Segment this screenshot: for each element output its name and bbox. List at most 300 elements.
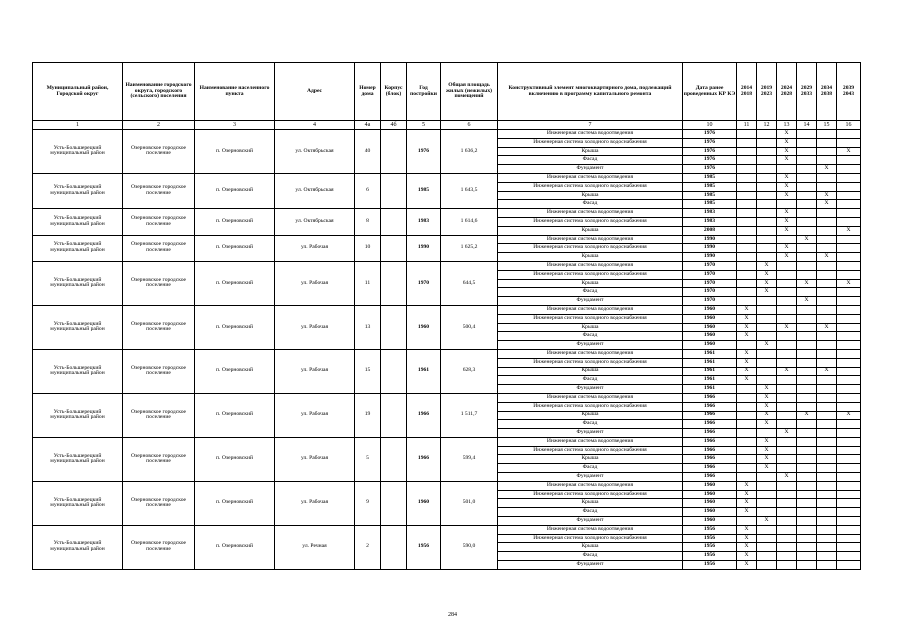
period-cell-13	[777, 464, 797, 473]
structural-element-cell: Инженерная система водоотведения	[498, 235, 683, 244]
period-cell-12	[757, 561, 777, 570]
period-cell-12	[757, 525, 777, 534]
period-cell-14	[797, 200, 817, 209]
district-cell: Усть-Большерецкий муниципальный район	[33, 130, 123, 174]
period-cell-14	[797, 552, 817, 561]
period-cell-12: X	[757, 464, 777, 473]
period-cell-16	[837, 297, 861, 306]
period-cell-14	[797, 270, 817, 279]
period-cell-15	[817, 270, 837, 279]
structural-element-cell: Фундамент	[498, 473, 683, 482]
build-year-cell: 1960	[407, 305, 441, 349]
build-year-cell: 1970	[407, 261, 441, 305]
street-cell: ул. Речная	[275, 525, 355, 569]
street-cell: ул. Октябрьская	[275, 209, 355, 235]
period-cell-12	[757, 200, 777, 209]
locality-cell: п. Озерновский	[195, 481, 275, 525]
structural-element-cell: Фасад	[498, 156, 683, 165]
area-cell: 1 643,5	[441, 173, 498, 208]
period-cell-14	[797, 305, 817, 314]
corpus-cell	[381, 130, 407, 174]
period-cell-11	[737, 147, 757, 156]
period-cell-14	[797, 508, 817, 517]
locality-cell: п. Озерновский	[195, 393, 275, 437]
period-cell-13	[777, 332, 797, 341]
locality-cell: п. Озерновский	[195, 209, 275, 235]
street-cell: ул. Рабочая	[275, 393, 355, 437]
area-cell: 590,0	[441, 525, 498, 569]
build-year-cell: 1985	[407, 173, 441, 208]
period-cell-13	[777, 525, 797, 534]
column-header: Наименование городского округа, городского (сельского) поселения	[123, 63, 195, 121]
corpus-cell	[381, 305, 407, 349]
previous-repair-date-cell: 1970	[683, 270, 737, 279]
period-cell-13	[777, 455, 797, 464]
period-cell-15	[817, 332, 837, 341]
period-cell-16	[837, 473, 861, 482]
period-cell-12: X	[757, 437, 777, 446]
period-cell-12	[757, 358, 777, 367]
period-cell-15: X	[817, 253, 837, 262]
period-cell-14	[797, 543, 817, 552]
period-cell-14	[797, 253, 817, 262]
period-cell-14	[797, 261, 817, 270]
period-cell-14	[797, 165, 817, 174]
previous-repair-date-cell: 1961	[683, 385, 737, 394]
period-cell-15: X	[817, 191, 837, 200]
house-number-cell: 19	[355, 393, 381, 437]
structural-element-cell: Крыша	[498, 226, 683, 235]
period-cell-13	[777, 561, 797, 570]
structural-element-cell: Крыша	[498, 253, 683, 262]
period-cell-12	[757, 552, 777, 561]
column-number: 14	[797, 121, 817, 130]
period-cell-12	[757, 473, 777, 482]
period-cell-12	[757, 349, 777, 358]
column-number: 4б	[381, 121, 407, 130]
period-cell-16	[837, 349, 861, 358]
period-cell-16	[837, 138, 861, 147]
corpus-cell	[381, 349, 407, 393]
period-cell-14	[797, 349, 817, 358]
period-cell-16	[837, 332, 861, 341]
period-cell-15	[817, 217, 837, 226]
period-cell-15	[817, 481, 837, 490]
street-cell: ул. Рабочая	[275, 305, 355, 349]
area-cell: 501,0	[441, 481, 498, 525]
period-cell-12	[757, 235, 777, 244]
period-cell-13	[777, 288, 797, 297]
period-cell-14	[797, 156, 817, 165]
structural-element-cell: Инженерная система холодного водоснабжения	[498, 217, 683, 226]
previous-repair-date-cell: 1976	[683, 156, 737, 165]
period-cell-16	[837, 490, 861, 499]
structural-element-cell: Инженерная система холодного водоснабжения	[498, 402, 683, 411]
settlement-cell: Озерновское городское поселение	[123, 349, 195, 393]
period-cell-14	[797, 561, 817, 570]
structural-element-cell: Фундамент	[498, 429, 683, 438]
period-cell-15	[817, 279, 837, 288]
build-year-cell: 1990	[407, 235, 441, 261]
period-cell-16	[837, 508, 861, 517]
previous-repair-date-cell: 1966	[683, 455, 737, 464]
structural-element-cell: Инженерная система холодного водоснабжения	[498, 446, 683, 455]
period-cell-12	[757, 147, 777, 156]
previous-repair-date-cell: 1960	[683, 314, 737, 323]
previous-repair-date-cell: 1961	[683, 349, 737, 358]
period-cell-16	[837, 209, 861, 218]
period-cell-11: X	[737, 481, 757, 490]
period-cell-16	[837, 323, 861, 332]
period-cell-16	[837, 182, 861, 191]
previous-repair-date-cell: 1960	[683, 499, 737, 508]
column-header: Год постройки	[407, 63, 441, 121]
period-cell-12	[757, 165, 777, 174]
structural-element-cell: Инженерная система водоотведения	[498, 437, 683, 446]
period-cell-13: X	[777, 191, 797, 200]
period-cell-12	[757, 323, 777, 332]
period-cell-11	[737, 191, 757, 200]
previous-repair-date-cell: 1956	[683, 561, 737, 570]
previous-repair-date-cell: 1960	[683, 341, 737, 350]
structural-element-cell: Крыша	[498, 367, 683, 376]
period-cell-13	[777, 279, 797, 288]
locality-cell: п. Озерновский	[195, 235, 275, 261]
previous-repair-date-cell: 1966	[683, 429, 737, 438]
period-cell-15	[817, 473, 837, 482]
house-number-cell: 5	[355, 437, 381, 481]
period-cell-11: X	[737, 305, 757, 314]
page-number: 284	[448, 612, 457, 618]
period-cell-16	[837, 200, 861, 209]
period-cell-14	[797, 437, 817, 446]
period-cell-12	[757, 217, 777, 226]
structural-element-cell: Крыша	[498, 455, 683, 464]
table-row	[33, 305, 861, 314]
period-cell-11: X	[737, 376, 757, 385]
district-cell: Усть-Большерецкий муниципальный район	[33, 525, 123, 569]
period-cell-11: X	[737, 552, 757, 561]
period-cell-16	[837, 358, 861, 367]
period-cell-15	[817, 173, 837, 182]
street-cell: ул. Октябрьская	[275, 173, 355, 208]
column-number: 6	[441, 121, 498, 130]
column-number: 1	[33, 121, 123, 130]
period-cell-16	[837, 393, 861, 402]
corpus-cell	[381, 235, 407, 261]
area-cell: 1 614,6	[441, 209, 498, 235]
locality-cell: п. Озерновский	[195, 349, 275, 393]
period-cell-14	[797, 376, 817, 385]
column-header: Номер дома	[355, 63, 381, 121]
period-cell-16	[837, 253, 861, 262]
period-cell-15	[817, 349, 837, 358]
build-year-cell: 1961	[407, 349, 441, 393]
district-cell: Усть-Большерецкий муниципальный район	[33, 437, 123, 481]
period-cell-13	[777, 508, 797, 517]
period-cell-15	[817, 376, 837, 385]
period-cell-13	[777, 402, 797, 411]
period-cell-13	[777, 552, 797, 561]
structural-element-cell: Фундамент	[498, 297, 683, 306]
column-number: 12	[757, 121, 777, 130]
period-cell-11	[737, 261, 757, 270]
period-cell-16	[837, 446, 861, 455]
period-cell-13	[777, 261, 797, 270]
period-cell-15	[817, 314, 837, 323]
previous-repair-date-cell: 1976	[683, 130, 737, 139]
structural-element-cell: Инженерная система водоотведения	[498, 525, 683, 534]
period-cell-13	[777, 297, 797, 306]
period-cell-13	[777, 393, 797, 402]
period-cell-11	[737, 173, 757, 182]
period-cell-12	[757, 490, 777, 499]
house-number-cell: 15	[355, 349, 381, 393]
period-cell-11	[737, 446, 757, 455]
settlement-cell: Озерновское городское поселение	[123, 173, 195, 208]
district-cell: Усть-Большерецкий муниципальный район	[33, 481, 123, 525]
period-cell-11: X	[737, 534, 757, 543]
period-cell-11: X	[737, 367, 757, 376]
period-cell-13: X	[777, 244, 797, 253]
period-cell-13	[777, 341, 797, 350]
period-cell-15	[817, 156, 837, 165]
district-cell: Усть-Большерецкий муниципальный район	[33, 235, 123, 261]
column-number: 2	[123, 121, 195, 130]
structural-element-cell: Крыша	[498, 411, 683, 420]
period-cell-11	[737, 182, 757, 191]
previous-repair-date-cell: 1990	[683, 253, 737, 262]
period-cell-12: X	[757, 279, 777, 288]
period-cell-13	[777, 349, 797, 358]
locality-cell: п. Озерновский	[195, 130, 275, 174]
table-row	[33, 525, 861, 534]
period-cell-16	[837, 429, 861, 438]
table-row	[33, 130, 861, 139]
previous-repair-date-cell: 1961	[683, 358, 737, 367]
period-cell-11	[737, 402, 757, 411]
column-header: Муниципальный район, Городской округ	[33, 63, 123, 121]
period-cell-16	[837, 552, 861, 561]
period-cell-13: X	[777, 173, 797, 182]
period-cell-14	[797, 314, 817, 323]
structural-element-cell: Инженерная система холодного водоснабжения	[498, 358, 683, 367]
structural-element-cell: Инженерная система холодного водоснабжения	[498, 490, 683, 499]
period-cell-14	[797, 490, 817, 499]
period-cell-12	[757, 130, 777, 139]
period-cell-15	[817, 385, 837, 394]
period-cell-15	[817, 288, 837, 297]
period-cell-11	[737, 455, 757, 464]
period-cell-14	[797, 446, 817, 455]
period-cell-13: X	[777, 367, 797, 376]
period-cell-14	[797, 429, 817, 438]
street-cell: ул. Рабочая	[275, 261, 355, 305]
period-cell-15	[817, 490, 837, 499]
period-cell-12	[757, 244, 777, 253]
table-row	[33, 437, 861, 446]
period-cell-14	[797, 341, 817, 350]
structural-element-cell: Крыша	[498, 499, 683, 508]
period-cell-11	[737, 253, 757, 262]
build-year-cell: 1966	[407, 393, 441, 437]
structural-element-cell: Инженерная система холодного водоснабжения	[498, 244, 683, 253]
period-cell-11	[737, 279, 757, 288]
period-cell-12: X	[757, 446, 777, 455]
period-cell-12	[757, 305, 777, 314]
period-cell-16	[837, 376, 861, 385]
column-header: 2019 2023	[757, 63, 777, 121]
period-cell-15	[817, 437, 837, 446]
period-cell-14	[797, 217, 817, 226]
period-cell-11	[737, 341, 757, 350]
period-cell-11	[737, 288, 757, 297]
period-cell-12: X	[757, 517, 777, 526]
period-cell-16	[837, 561, 861, 570]
period-cell-13	[777, 411, 797, 420]
build-year-cell: 1966	[407, 437, 441, 481]
structural-element-cell: Инженерная система холодного водоснабжения	[498, 182, 683, 191]
table-row	[33, 261, 861, 270]
settlement-cell: Озерновское городское поселение	[123, 393, 195, 437]
period-cell-15	[817, 561, 837, 570]
period-cell-13	[777, 200, 797, 209]
locality-cell: п. Озерновский	[195, 525, 275, 569]
period-cell-16	[837, 156, 861, 165]
period-cell-15	[817, 552, 837, 561]
period-cell-14	[797, 534, 817, 543]
previous-repair-date-cell: 1966	[683, 473, 737, 482]
period-cell-16	[837, 130, 861, 139]
period-cell-14	[797, 182, 817, 191]
settlement-cell: Озерновское городское поселение	[123, 305, 195, 349]
period-cell-15	[817, 147, 837, 156]
column-number: 5	[407, 121, 441, 130]
capital-repair-table	[32, 62, 861, 570]
period-cell-11: X	[737, 508, 757, 517]
period-cell-12	[757, 376, 777, 385]
period-cell-15: X	[817, 200, 837, 209]
structural-element-cell: Фасад	[498, 552, 683, 561]
structural-element-cell: Фундамент	[498, 341, 683, 350]
period-cell-13: X	[777, 226, 797, 235]
period-cell-14	[797, 473, 817, 482]
period-cell-11	[737, 244, 757, 253]
corpus-cell	[381, 437, 407, 481]
structural-element-cell: Фундамент	[498, 165, 683, 174]
previous-repair-date-cell: 1983	[683, 217, 737, 226]
previous-repair-date-cell: 1966	[683, 437, 737, 446]
settlement-cell: Озерновское городское поселение	[123, 261, 195, 305]
period-cell-16: X	[837, 226, 861, 235]
period-cell-11	[737, 437, 757, 446]
period-cell-16	[837, 217, 861, 226]
previous-repair-date-cell: 1976	[683, 147, 737, 156]
previous-repair-date-cell: 1970	[683, 279, 737, 288]
period-cell-11: X	[737, 323, 757, 332]
period-cell-14	[797, 209, 817, 218]
period-cell-16: X	[837, 279, 861, 288]
period-cell-13	[777, 543, 797, 552]
house-number-cell: 6	[355, 173, 381, 208]
corpus-cell	[381, 173, 407, 208]
period-cell-16	[837, 288, 861, 297]
period-cell-16	[837, 464, 861, 473]
period-cell-12: X	[757, 341, 777, 350]
previous-repair-date-cell: 1990	[683, 244, 737, 253]
period-cell-16	[837, 341, 861, 350]
settlement-cell: Озерновское городское поселение	[123, 481, 195, 525]
period-cell-15	[817, 226, 837, 235]
period-cell-11: X	[737, 499, 757, 508]
table-row	[33, 481, 861, 490]
period-cell-13	[777, 446, 797, 455]
previous-repair-date-cell: 1966	[683, 446, 737, 455]
period-cell-16	[837, 305, 861, 314]
period-cell-14	[797, 517, 817, 526]
column-number: 7	[498, 121, 683, 130]
period-cell-13: X	[777, 209, 797, 218]
period-cell-14: X	[797, 235, 817, 244]
period-cell-15	[817, 402, 837, 411]
document-page	[32, 62, 860, 598]
period-cell-11: X	[737, 314, 757, 323]
structural-element-cell: Крыша	[498, 323, 683, 332]
period-cell-13: X	[777, 217, 797, 226]
column-header: Наименование населенного пункта	[195, 63, 275, 121]
previous-repair-date-cell: 1966	[683, 402, 737, 411]
period-cell-12	[757, 481, 777, 490]
period-cell-16	[837, 173, 861, 182]
corpus-cell	[381, 525, 407, 569]
period-cell-14	[797, 525, 817, 534]
previous-repair-date-cell: 1960	[683, 490, 737, 499]
period-cell-15	[817, 420, 837, 429]
column-header: 2029 2033	[797, 63, 817, 121]
structural-element-cell: Инженерная система водоотведения	[498, 393, 683, 402]
period-cell-12: X	[757, 411, 777, 420]
period-cell-15	[817, 429, 837, 438]
settlement-cell: Озерновское городское поселение	[123, 209, 195, 235]
period-cell-14	[797, 367, 817, 376]
previous-repair-date-cell: 1960	[683, 332, 737, 341]
structural-element-cell: Фасад	[498, 200, 683, 209]
period-cell-16	[837, 437, 861, 446]
period-cell-13	[777, 385, 797, 394]
area-cell: 1 636,2	[441, 130, 498, 174]
period-cell-14	[797, 173, 817, 182]
table-row	[33, 173, 861, 182]
period-cell-16	[837, 385, 861, 394]
period-cell-14	[797, 244, 817, 253]
period-cell-11	[737, 517, 757, 526]
period-cell-11: X	[737, 332, 757, 341]
period-cell-15	[817, 464, 837, 473]
previous-repair-date-cell: 1956	[683, 552, 737, 561]
period-cell-12	[757, 499, 777, 508]
structural-element-cell: Инженерная система водоотведения	[498, 349, 683, 358]
period-cell-16	[837, 499, 861, 508]
locality-cell: п. Озерновский	[195, 261, 275, 305]
previous-repair-date-cell: 1960	[683, 481, 737, 490]
table-row	[33, 235, 861, 244]
header-row	[33, 63, 861, 121]
column-header: Общая площадь жилых (нежилых) помещений	[441, 63, 498, 121]
period-cell-11: X	[737, 349, 757, 358]
structural-element-cell: Фундамент	[498, 385, 683, 394]
period-cell-13: X	[777, 147, 797, 156]
column-number-row	[33, 121, 861, 130]
